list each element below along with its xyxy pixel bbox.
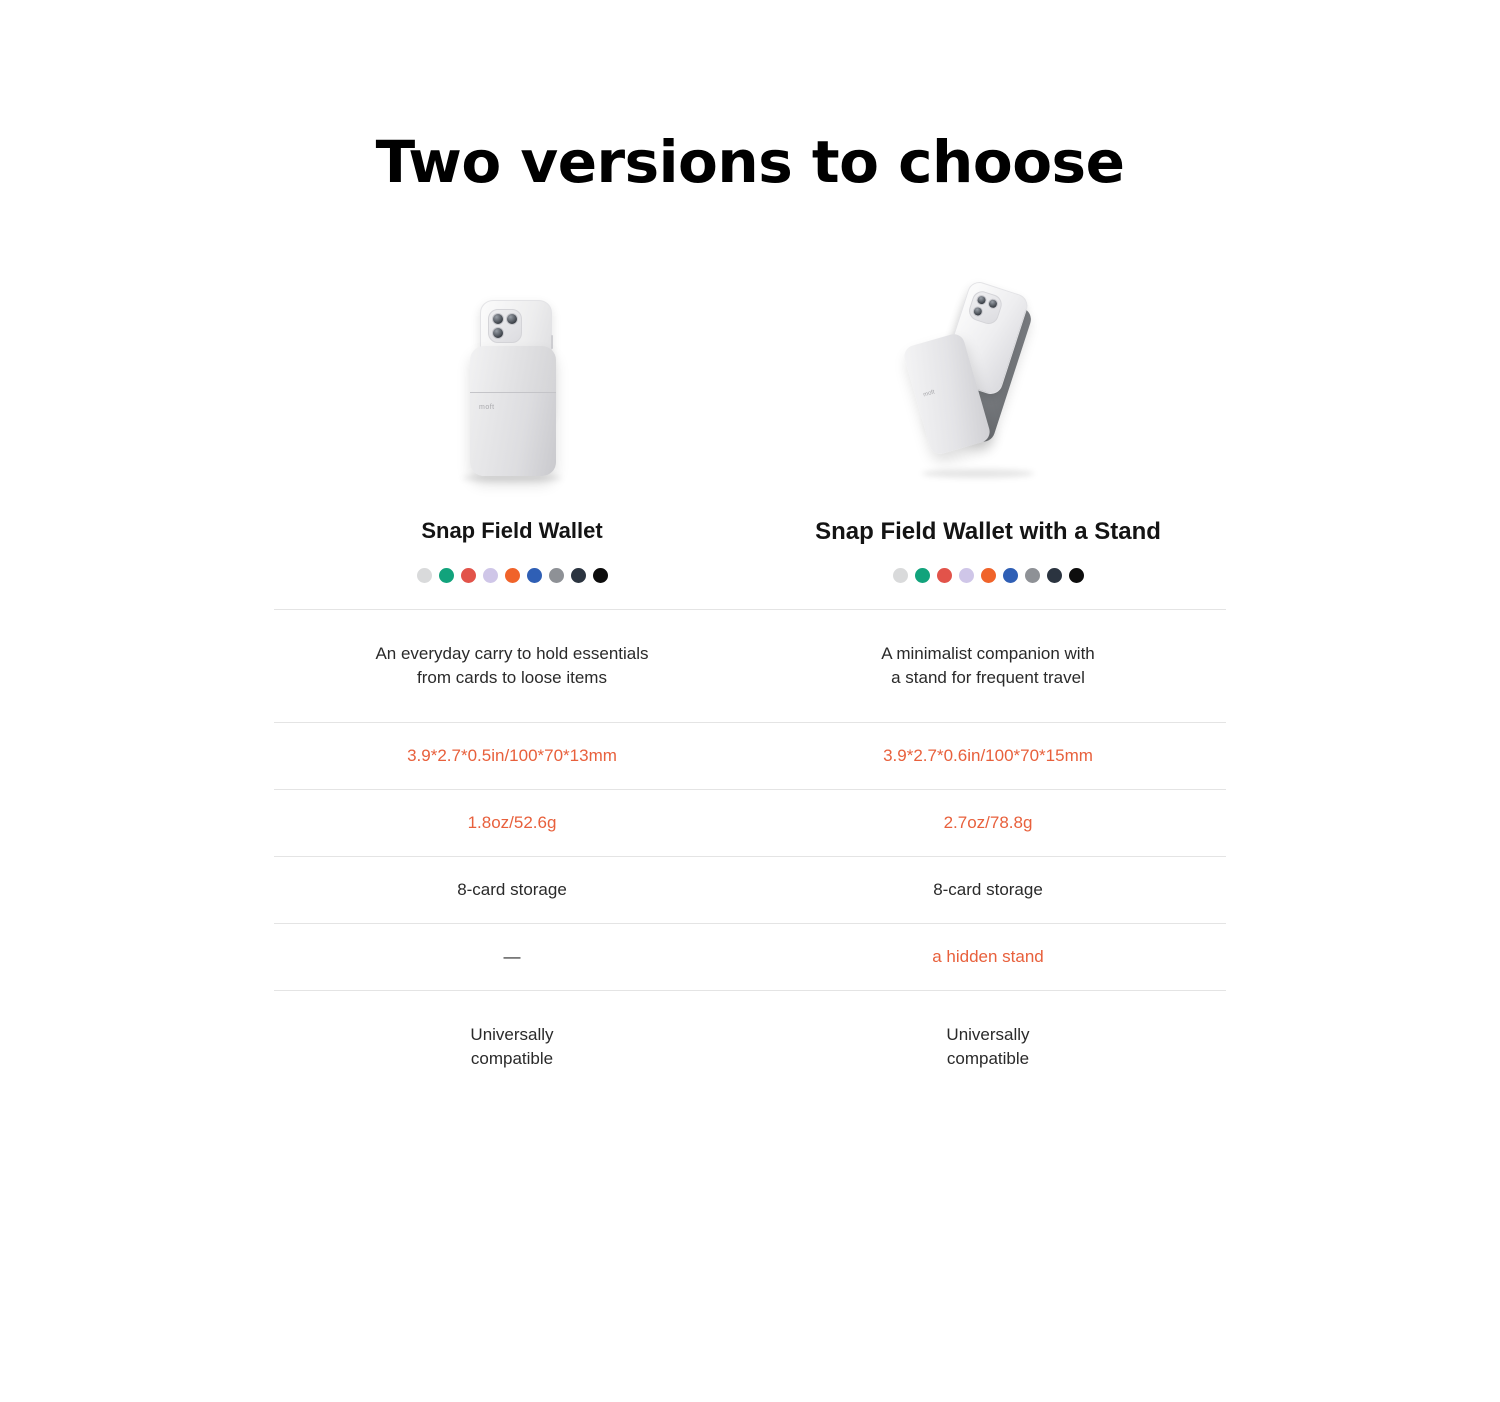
color-swatch[interactable]	[417, 568, 432, 583]
product-column-right	[750, 260, 1226, 490]
color-swatch[interactable]	[461, 568, 476, 583]
color-swatch[interactable]	[959, 568, 974, 583]
weight-right: 2.7oz/78.8g	[943, 812, 1033, 832]
product-names-row	[274, 490, 1226, 546]
compatibility-left: Universally compatible	[470, 1024, 554, 1068]
product-column-left	[274, 260, 750, 490]
color-swatch[interactable]	[571, 568, 586, 583]
storage-right: 8-card storage	[933, 879, 1043, 899]
snap-field-wallet-with-stand-photo	[750, 260, 1226, 490]
product-name-left: Snap Field Wallet	[421, 518, 603, 543]
dimensions-right: 3.9*2.7*0.6in/100*70*15mm	[883, 745, 1093, 765]
extra-feature-right: a hidden stand	[932, 946, 1044, 966]
color-swatch[interactable]	[593, 568, 608, 583]
storage-left: 8-card storage	[457, 879, 567, 899]
table-row	[274, 790, 1226, 857]
comparison-table	[274, 260, 1226, 1103]
color-swatch[interactable]	[505, 568, 520, 583]
table-row	[274, 991, 1226, 1103]
color-swatches-right	[750, 568, 1226, 583]
color-swatch[interactable]	[1003, 568, 1018, 583]
product-name-right: Snap Field Wallet with a Stand	[815, 518, 1161, 545]
table-row	[274, 857, 1226, 924]
color-swatch[interactable]	[915, 568, 930, 583]
color-swatches-left	[274, 568, 750, 583]
color-swatch[interactable]	[527, 568, 542, 583]
description-right: A minimalist companion with a stand for frequent travel	[881, 643, 1095, 687]
compatibility-right: Universally compatible	[946, 1024, 1030, 1068]
wallet-illustration: moft	[470, 346, 556, 476]
extra-feature-left: —	[503, 946, 521, 966]
table-row	[274, 610, 1226, 723]
color-swatch[interactable]	[981, 568, 996, 583]
color-swatch[interactable]	[549, 568, 564, 583]
wallet-illustration: moft	[902, 332, 992, 457]
table-row	[274, 723, 1226, 790]
camera-module-icon	[488, 309, 522, 343]
page-title: Two versions to choose	[375, 128, 1125, 196]
color-swatch[interactable]	[937, 568, 952, 583]
color-swatches-row	[274, 546, 1226, 583]
color-swatch[interactable]	[483, 568, 498, 583]
product-images-row	[274, 260, 1226, 490]
weight-left: 1.8oz/52.6g	[467, 812, 557, 832]
camera-module-icon	[967, 289, 1005, 327]
description-left: An everyday carry to hold essentials from cards to loose items	[375, 643, 649, 687]
table-row	[274, 924, 1226, 991]
color-swatch[interactable]	[1025, 568, 1040, 583]
snap-field-wallet-photo	[274, 260, 750, 490]
dimensions-left: 3.9*2.7*0.5in/100*70*13mm	[407, 745, 617, 765]
color-swatch[interactable]	[893, 568, 908, 583]
color-swatch[interactable]	[1069, 568, 1084, 583]
color-swatch[interactable]	[439, 568, 454, 583]
spec-rows	[274, 609, 1226, 1103]
color-swatch[interactable]	[1047, 568, 1062, 583]
